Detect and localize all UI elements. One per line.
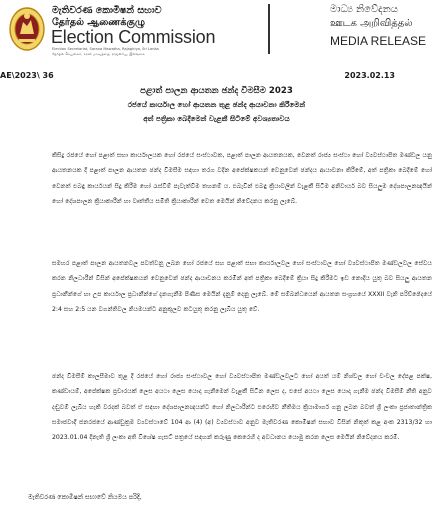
media-release-english: MEDIA RELEASE (330, 34, 427, 48)
closing-line: මැතිවරණ කොමිෂන් සභාවේ නියමය පරිදි, (28, 493, 142, 501)
letterhead (0, 0, 433, 60)
title-line-1: පළාත් පාලන ආයතන ඡන්ද විමසීම 2023 (140, 86, 293, 96)
title-line-3: අත් පත්‍රිකා බෙදීමෙන් වැළකී සිටීමේ අවශ්‍යතාවය (143, 114, 290, 123)
org-address-tamil: தேர்தல் செயலகம், சரண மாவத்தை, ராஜகிரிய, இலங்கை (52, 52, 145, 56)
national-emblem-icon (8, 6, 46, 52)
paragraph-2: සමහර පළාත් පාලන ආයතනවල පවත්වනු ලබන හෝ රජයේ සහ පළාත් සභා කාර්යාලවල හෝ සංස්ථාවල හෝ ව්‍යවස්ථාපිත මණ්ඩලවල සේවය කරන නිලධාරීන් විසින් අපේක්ෂකයන් වෙනුවෙන් ඡන්ද ආයාචනය කරමින් අත් පත්‍රිකා බෙදීමේ ක්‍රියා සිදු කිරීමට ඉඩ නොදිය යුතු බව සියලු ආයතන ප්‍රධානීන්ගේ හා උප කාර්යාල ප්‍රධානීන්ගේ දැනගැනීම පිණිස මෙයින් දැනුම් දෙනු ලැබේ. මේ සම්බන්ධයෙන් ආයතන සංග්‍රහයේ XXXII වැනි පරිච්ඡේදයේ 2:4 සහ 2:5 යන වගන්තිවල නියමයන්ට අනුකූලව කටයුතු කරනු ලැබිය යුතු වේ. (52, 260, 432, 313)
org-address: Election Secretariat, Sarana Mawatha, Rajagiriya, Sri Lanka (52, 47, 159, 51)
release-date: 2023.02.13 (344, 71, 395, 80)
header-divider (268, 4, 270, 54)
reference-number: AE\2023\ 36 (0, 71, 54, 80)
paragraph-1: කිසිදු රජයේ හෝ පළාත් සභා කාර්යාලයක හෝ රජයේ සංස්ථාවක, පළාත් පාලන ආයතනයක, වෙනත් රාජ්‍ය සංස්ථා හෝ ව්‍යවස්ථාපිත මණ්ඩල යනු ආයතනයක දී පළාත් පාලන ආයතන ඡන්ද විමසීම සඳහා තරග වදින අපේක්ෂකයන් වෙනුවෙන් ඡන්දය ආයාචනා කිරීමේ, අත් පත්‍රිකා බෙදීමේ හෝ වෙනත් එබඳු කාර්යයන් සිදු කිරීම හෝ රැස්වීම් පැවැත්වීම තහනම් ය. එබැවින් එබඳු ක්‍රියාවලින් වැළකී සිටීම අනිවාර්ය බව සියලුම දේශපාලනඥයින් හෝ දේශපාලන ක්‍රියාකාරීන් හා වෘත්තීය සමිති ක්‍රියාකාරීන් වෙත මෙයින් නිවේදනය කරනු ලැබේ. (52, 152, 432, 205)
org-name-sinhala: මැතිවරණ කොමිෂන් සභාව (52, 5, 162, 16)
paragraph-3: ඡන්ද විමසීම් කාලසීමාව තුළ දී රජයේ හෝ රාජ්‍ය සංස්ථාවල හෝ ව්‍යවස්ථාපිත මණ්ඩලවලට හෝ අයත් යම් නිශ්චල හෝ චංචල දේපළ පක්ෂ, කණ්ඩායම්, අපේක්ෂක ප්‍රචාරයක් ලෙස අයථා ලෙස යොදා ගැනීමෙන් වැළකී සිටින ලෙස ද, එසේ අයථා ලෙස යොදා ගැනීම ඡන්ද විමසීම් නීති අනුව දඬුවම් ලැබිය හැකි වරදක් බවත් ඒ සඳහා දේශපාලනඥයන්ට හෝ නිලධාරීන්ට එරෙහිව නීතිමය ක්‍රියාමාර්ග ගනු ලබන බවත් ශ්‍රී ලංකා ප්‍රජාතාන්ත්‍රික සමාජවාදී ජනරජයේ ආණ්ඩුක්‍රම ව්‍යවස්ථාවේ 104 ආ (4) (අ) ව්‍යවස්ථාව අනුව මැතිවරණ කොමිෂන් සභාව විසින් නිකුත් කළ අංක 2313/32 හා 2023.01.04 දිනැති ශ්‍රී ලංකා අති විශේෂ ගැසට් පත්‍රයේ සඳහන් කරුණු කෙරෙහි ද අවධානය යොමු කරන ලෙස මෙයින් නිවේදනය කරමි. (52, 373, 432, 441)
media-release-tamil: ஊடக அறிவித்தல் (330, 18, 413, 29)
title-line-2: රජයේ කාර්යාල හෝ ආයතන තුළ ඡන්ද ආයාචනා කිරීමෙන් (127, 100, 306, 109)
release-titles (40, 86, 393, 124)
media-release-sinhala: මාධ්‍ය නිවේදනය (330, 4, 398, 15)
org-name-tamil: தேர்தல் ஆணைக்குழு (52, 17, 145, 28)
org-name-english: Election Commission (51, 27, 216, 47)
